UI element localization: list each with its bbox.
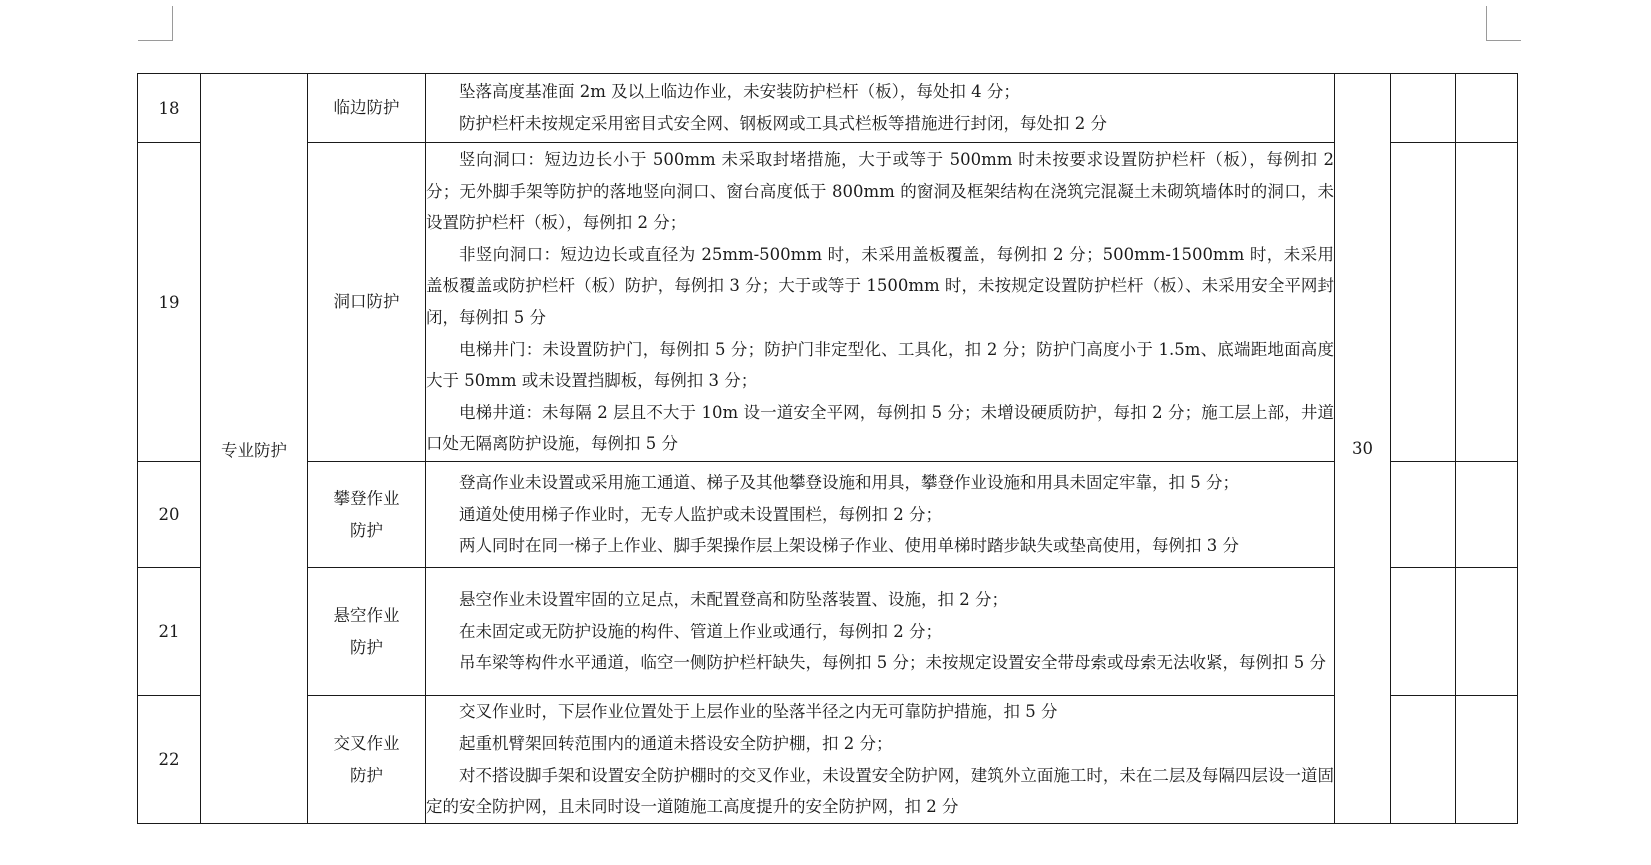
deduction-criteria bbox=[426, 143, 1335, 462]
deducted-score-cell bbox=[1391, 74, 1456, 143]
actual-score-cell bbox=[1456, 696, 1518, 824]
item-name-line: 悬空作业 bbox=[333, 605, 400, 625]
criteria-paragraph: 防护栏杆未按规定采用密目式安全网、钢板网或工具式栏板等措施进行封闭，每处扣 2 分 bbox=[459, 114, 1107, 133]
criteria-paragraph: 两人同时在同一梯子上作业、脚手架操作层上架设梯子作业、使用单梯时踏步缺失或垫高使用，每例扣 3 分 bbox=[459, 536, 1239, 556]
deduction-criteria bbox=[426, 568, 1335, 696]
criteria-paragraph: 电梯井门：未设置防护门，每例扣 5 分；防护门非定型化、工具化，扣 2 分；防护门高度小于 1.5m、底端距地面高度大于 50mm 或未设置挡脚板，每例扣 3 分； bbox=[426, 339, 1334, 391]
actual-score-cell bbox=[1456, 74, 1518, 143]
table-row bbox=[138, 74, 1518, 143]
row-number: 19 bbox=[138, 143, 201, 462]
table-row bbox=[138, 462, 1518, 568]
row-number: 18 bbox=[138, 74, 201, 143]
item-name: 洞口防护 bbox=[308, 143, 426, 462]
inspection-table bbox=[137, 73, 1518, 824]
item-name bbox=[308, 696, 426, 824]
criteria-paragraph: 起重机臂架回转范围内的通道未搭设安全防护棚，扣 2 分； bbox=[459, 733, 893, 753]
criteria-paragraph: 对不搭设脚手架和设置安全防护棚时的交叉作业，未设置安全防护网，建筑外立面施工时，未在二层及每隔四层设一道固定的安全防护网，且未同时设一道随施工高度提升的安全防护网，扣 2 分 bbox=[426, 765, 1334, 817]
criteria-paragraph: 在未固定或无防护设施的构件、管道上作业或通行，每例扣 2 分； bbox=[459, 621, 942, 641]
category-cell: 专业防护 bbox=[201, 74, 308, 824]
page-corner-mark-top-left bbox=[138, 6, 173, 41]
criteria-paragraph: 悬空作业未设置牢固的立足点，未配置登高和防坠落装置、设施，扣 2 分； bbox=[459, 590, 1008, 610]
row-number: 20 bbox=[138, 462, 201, 568]
item-name-line: 防护 bbox=[350, 520, 383, 540]
row-number: 22 bbox=[138, 696, 201, 824]
item-name-line: 攀登作业 bbox=[333, 488, 400, 508]
item-name-line: 防护 bbox=[350, 765, 383, 785]
criteria-paragraph: 通道处使用梯子作业时，无专人监护或未设置围栏，每例扣 2 分； bbox=[459, 504, 942, 524]
item-name bbox=[308, 462, 426, 568]
total-score-cell: 30 bbox=[1335, 74, 1391, 824]
item-name-line: 防护 bbox=[350, 637, 383, 657]
item-name-line: 交叉作业 bbox=[333, 733, 400, 753]
criteria-paragraph: 非竖向洞口：短边边长或直径为 25mm-500mm 时，未采用盖板覆盖，每例扣 2 分；500mm-1500mm 时，未采用盖板覆盖或防护栏杆（板）防护，每例扣 3 分；大于或等于 1500mm 时，未按规定设置防护栏杆（板）、未采用安全平网封闭，每例扣 5 分 bbox=[426, 244, 1334, 327]
table-row bbox=[138, 143, 1518, 462]
deduction-criteria bbox=[426, 696, 1335, 824]
deduction-criteria bbox=[426, 462, 1335, 568]
deducted-score-cell bbox=[1391, 143, 1456, 462]
criteria-paragraph: 坠落高度基准面 2m 及以上临边作业，未安装防护栏杆（板），每处扣 4 分； bbox=[459, 82, 1020, 102]
deducted-score-cell bbox=[1391, 462, 1456, 568]
item-name bbox=[308, 568, 426, 696]
actual-score-cell bbox=[1456, 462, 1518, 568]
deducted-score-cell bbox=[1391, 696, 1456, 824]
deducted-score-cell bbox=[1391, 568, 1456, 696]
table-row bbox=[138, 568, 1518, 696]
criteria-paragraph: 竖向洞口：短边边长小于 500mm 未采取封堵措施，大于或等于 500mm 时未按要求设置防护栏杆（板），每例扣 2 分；无外脚手架等防护的落地竖向洞口、窗台高度低于 800mm 的窗洞及框架结构在浇筑完混凝土未砌筑墙体时的洞口，未设置防护栏杆（板），每例扣 2 分； bbox=[426, 150, 1334, 233]
criteria-paragraph: 吊车梁等构件水平通道，临空一侧防护栏杆缺失，每例扣 5 分；未按规定设置安全带母索或母索无法收紧，每例扣 5 分 bbox=[459, 653, 1326, 673]
row-number: 21 bbox=[138, 568, 201, 696]
actual-score-cell bbox=[1456, 143, 1518, 462]
item-name: 临边防护 bbox=[308, 74, 426, 143]
actual-score-cell bbox=[1456, 568, 1518, 696]
criteria-paragraph: 交叉作业时，下层作业位置处于上层作业的坠落半径之内无可靠防护措施，扣 5 分 bbox=[459, 702, 1058, 722]
deduction-criteria bbox=[426, 74, 1335, 143]
criteria-paragraph: 登高作业未设置或采用施工通道、梯子及其他攀登设施和用具，攀登作业设施和用具未固定牢靠，扣 5 分； bbox=[459, 473, 1239, 493]
page-corner-mark-top-right bbox=[1486, 6, 1521, 41]
criteria-paragraph: 电梯井道：未每隔 2 层且不大于 10m 设一道安全平网，每例扣 5 分；未增设硬质防护，每扣 2 分；施工层上部，井道口处无隔离防护设施，每例扣 5 分 bbox=[426, 402, 1334, 454]
table-row bbox=[138, 696, 1518, 824]
